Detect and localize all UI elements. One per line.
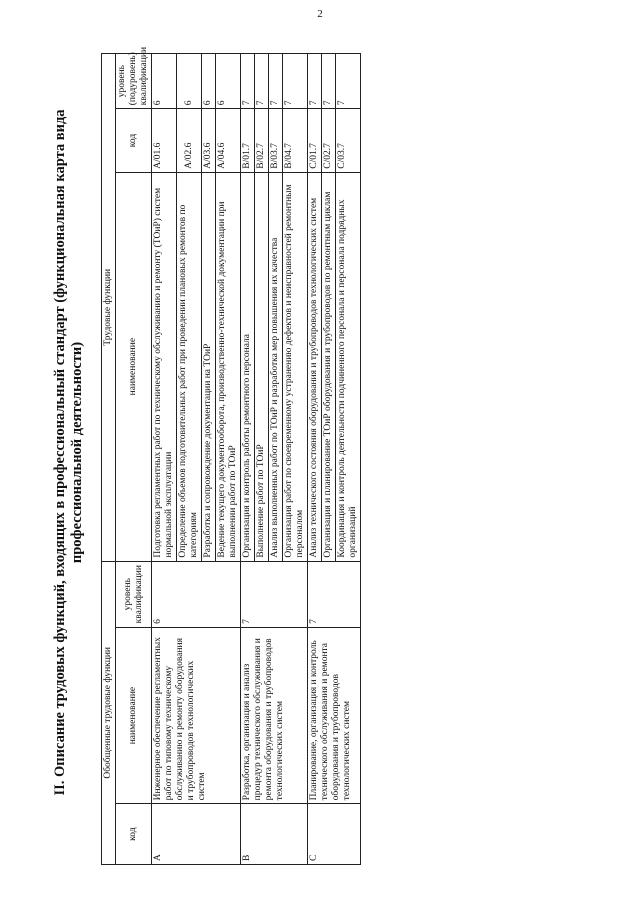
function-level: 7	[269, 54, 283, 109]
group-code: C	[308, 804, 361, 865]
function-name: Координация и контроль деятельности подчиненного персонала и персонала подрядных организаций	[336, 172, 361, 561]
function-level: 6	[202, 54, 216, 109]
function-level: 7	[308, 54, 322, 109]
page-number: 2	[317, 8, 323, 20]
header-generalized-functions: Обобщенные трудовые функции	[102, 561, 116, 864]
function-level: 7	[241, 54, 255, 109]
function-code: C/03.7	[336, 109, 361, 172]
function-name: Разработка и сопровождение документации на ТОиР	[202, 172, 216, 561]
function-name: Организация и контроль работы ремонтного персонала	[241, 172, 255, 561]
header-row-columns	[116, 54, 152, 865]
title-line-1: II. Описание трудовых функций, входящих в профессиональный стандарт (функциональная карта вида	[52, 109, 68, 796]
function-code: A/04.6	[216, 109, 241, 172]
header-row-groups	[102, 54, 116, 865]
header-tf-code: код	[116, 109, 152, 172]
function-code: B/03.7	[269, 109, 283, 172]
function-name: Выполнение работ по ТОиР	[255, 172, 269, 561]
group-name: Планирование, организация и контроль технического обслуживания и ремонта оборудования и трубопроводов технологических систем	[308, 627, 361, 804]
group-code: A	[152, 804, 241, 865]
function-level: 6	[177, 54, 202, 109]
function-name: Ведение текущего документооборота, производственно-технической документации при выполнении работ по ТОиР	[216, 172, 241, 561]
header-level: уровень квалификации	[116, 561, 152, 627]
function-code: A/03.6	[202, 109, 216, 172]
group-level: 6	[152, 561, 241, 627]
header-tf-level: уровень (подуровень) квалификации	[116, 54, 152, 109]
function-code: B/02.7	[255, 109, 269, 172]
group-level: 7	[241, 561, 308, 627]
table-row	[152, 54, 177, 865]
section-title	[52, 40, 86, 865]
function-level: 7	[322, 54, 336, 109]
function-code: C/02.7	[322, 109, 336, 172]
function-code: A/02.6	[177, 109, 202, 172]
function-name: Организация работ по своевременному устранению дефектов и неисправностей ремонтным персоналом	[283, 172, 308, 561]
group-name: Инженерное обеспечение регламентных работ по типовому техническому обслуживанию и ремонту оборудования и трубопроводов технологических систем	[152, 627, 241, 804]
group-name: Разработка, организация и анализ процедур технического обслуживания и ремонта оборудования и трубопроводов технологических систем	[241, 627, 308, 804]
function-name: Анализ технического состояния оборудования и трубопроводов технологических систем	[308, 172, 322, 561]
function-level: 6	[152, 54, 177, 109]
function-name: Определение объемов подготовительных работ при проведении плановых ремонтов по категориям	[177, 172, 202, 561]
function-level: 6	[216, 54, 241, 109]
function-level: 7	[283, 54, 308, 109]
function-code: B/01.7	[241, 109, 255, 172]
function-name: Организация и планирование ТОиР оборудования и трубопроводов по ремонтным циклам	[322, 172, 336, 561]
header-name: наименование	[116, 627, 152, 804]
rotated-page-content	[52, 40, 602, 865]
function-level: 7	[255, 54, 269, 109]
function-name: Подготовка регламентных работ по техническому обслуживанию и ремонту (ТОиР) систем нормальной эксплуатации	[152, 172, 177, 561]
header-tf-name: наименование	[116, 172, 152, 561]
functional-map-table	[101, 46, 361, 865]
table-row	[241, 54, 255, 865]
function-level: 7	[336, 54, 361, 109]
header-labor-functions: Трудовые функции	[102, 54, 116, 562]
function-name: Анализ выполненных работ по ТОиР и разработка мер повышения их качества	[269, 172, 283, 561]
header-code: код	[116, 804, 152, 865]
function-code: B/04.7	[283, 109, 308, 172]
group-level: 7	[308, 561, 361, 627]
title-line-2: профессиональной деятельности)	[69, 341, 85, 564]
group-code: B	[241, 804, 308, 865]
table-row	[308, 54, 322, 865]
function-code: A/01.6	[152, 109, 177, 172]
function-code: C/01.7	[308, 109, 322, 172]
